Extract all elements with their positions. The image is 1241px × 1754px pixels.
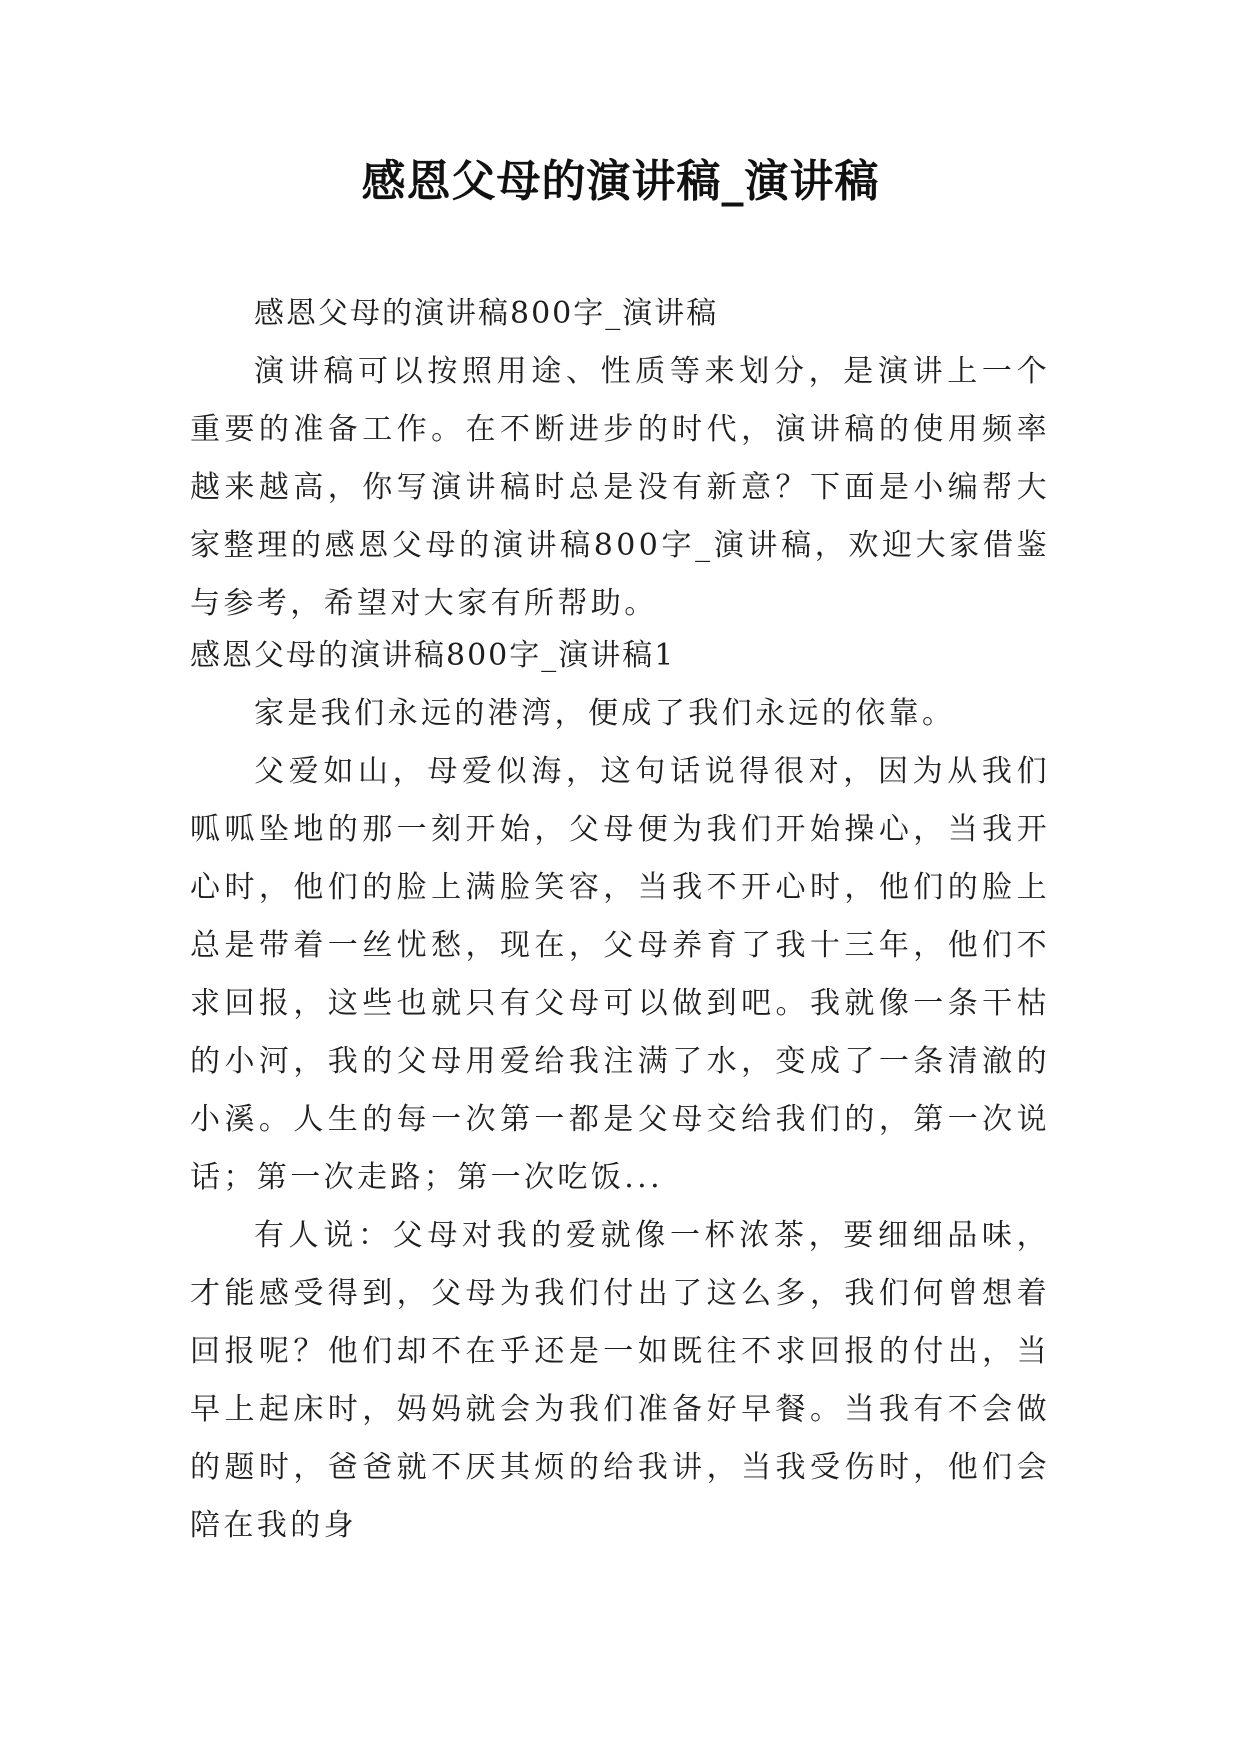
body-paragraph-1: 家是我们永远的港湾，便成了我们永远的依靠。	[254, 696, 956, 731]
intro-block	[190, 285, 1050, 633]
section-heading: 感恩父母的演讲稿800字_演讲稿1	[190, 638, 676, 673]
section-block	[190, 638, 1050, 1555]
document-subtitle: 感恩父母的演讲稿800字_演讲稿	[254, 296, 719, 331]
intro-paragraph: 演讲稿可以按照用途、性质等来划分，是演讲上一个重要的准备工作。在不断进步的时代，演讲稿的使用频率越来越高，你写演讲稿时总是没有新意？下面是小编帮大家整理的感恩父母的演讲稿800字_演讲稿，欢迎大家借鉴与参考，希望对大家有所帮助。	[190, 354, 1050, 621]
body-paragraph-3: 有人说：父母对我的爱就像一杯浓茶，要细细品味，才能感受得到，父母为我们付出了这么多，我们何曾想着回报呢？他们却不在乎还是一如既往不求回报的付出，当早上起床时，妈妈就会为我们准备好早餐。当我有不会做的题时，爸爸就不厌其烦的给我讲，当我受伤时，他们会陪在我的身	[190, 1218, 1050, 1543]
document-title: 感恩父母的演讲稿_演讲稿	[361, 156, 880, 207]
body-paragraph-2: 父爱如山，母爱似海，这句话说得很对，因为从我们呱呱坠地的那一刻开始，父母便为我们开始操心，当我开心时，他们的脸上满脸笑容，当我不开心时，他们的脸上总是带着一丝忧愁，现在，父母养育了我十三年，他们不求回报，这些也就只有父母可以做到吧。我就像一条干枯的小河，我的父母用爱给我注满了水，变成了一条清澈的小溪。人生的每一次第一都是父母交给我们的，第一次说话；第一次走路；第一次吃饭...	[190, 754, 1050, 1195]
